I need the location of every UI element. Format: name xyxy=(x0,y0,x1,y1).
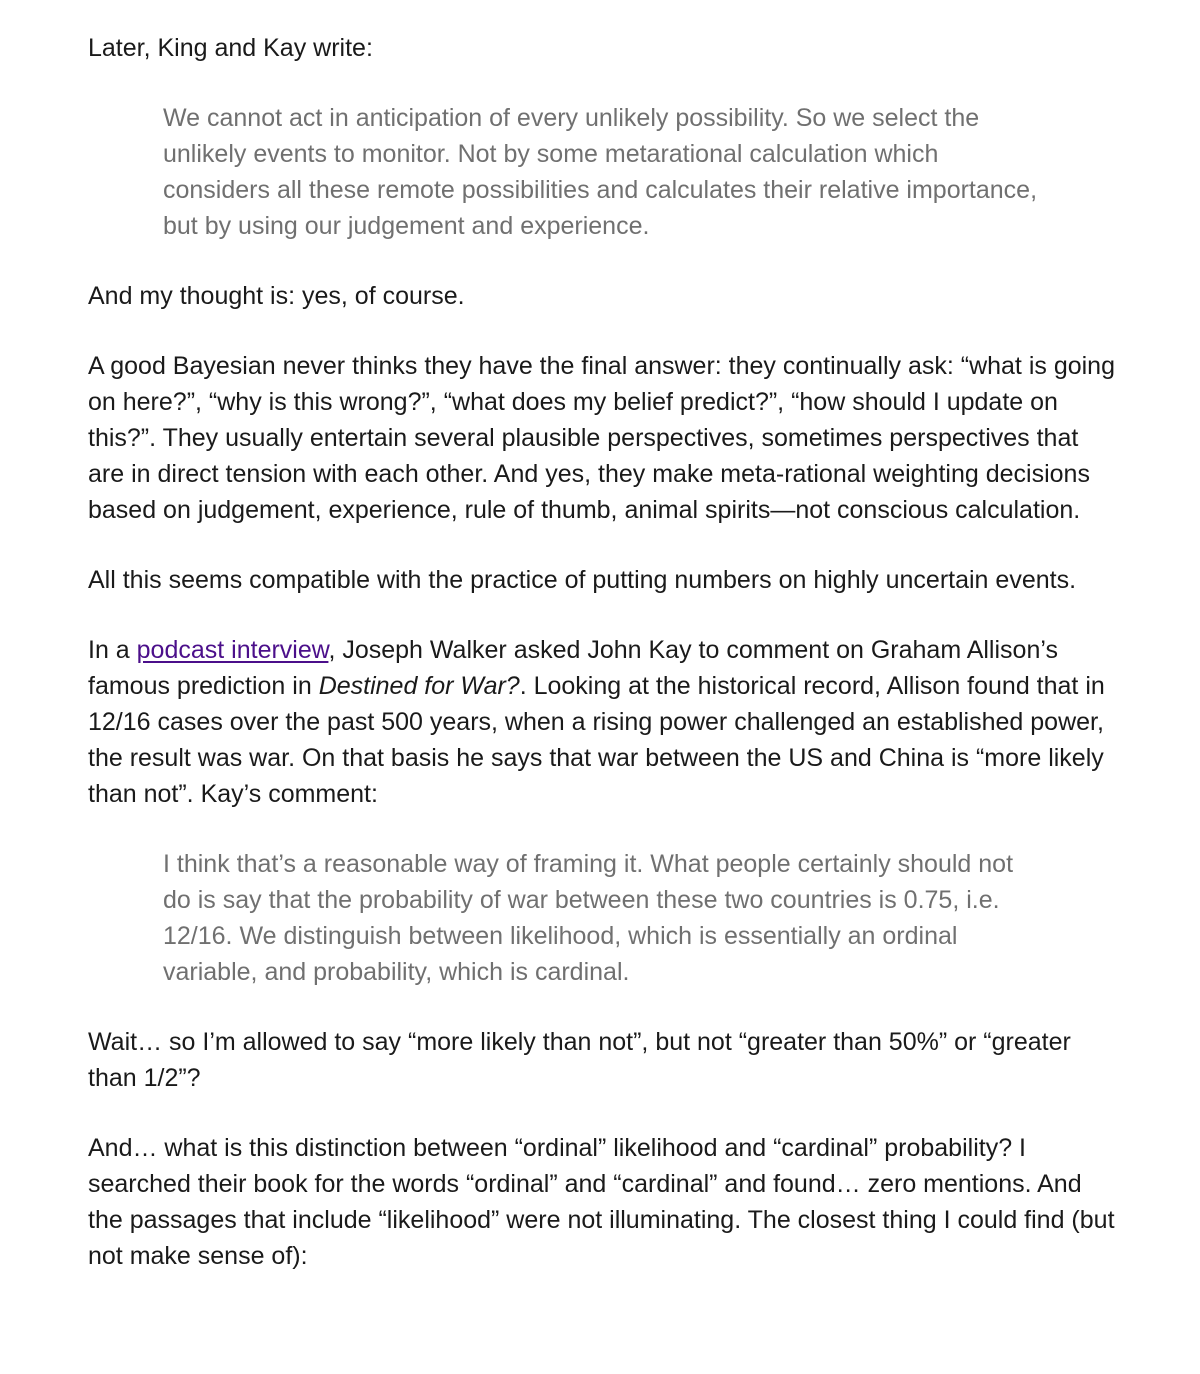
paragraph-thought: And my thought is: yes, of course. xyxy=(88,282,465,310)
book-title: Destined for War? xyxy=(318,672,520,700)
podcast-text-before-link: In a xyxy=(88,636,137,664)
blockquote-metarational xyxy=(88,100,1043,244)
paragraph-compatible: All this seems compatible with the practice of putting numbers on highly uncertain events. xyxy=(88,566,1077,594)
paragraph-podcast xyxy=(88,632,1120,812)
podcast-interview-link[interactable]: podcast interview xyxy=(136,636,329,664)
blockquote-text: I think that’s a reasonable way of framing it. What people certainly should not do is say that the probability of war between these two countries is 0.75, i.e. 12/16. We distinguish between likelihood, which is essentially an ordinal variable, and probability, which is cardinal. xyxy=(163,850,1014,986)
paragraph-intro: Later, King and Kay write: xyxy=(88,34,373,62)
paragraph-ordinal-cardinal: And… what is this distinction between “ordinal” likelihood and “cardinal” probability? I searched their book for the words “ordinal” and “cardinal” and found… zero mentions. And the passages that include “likelihood” were not illuminating. The closest thing I could find (but not make sense of): xyxy=(88,1134,1115,1270)
paragraph-bayesian: A good Bayesian never thinks they have the final answer: they continually ask: “what is going on here?”, “why is this wrong?”, “what does my belief predict?”, “how should I update on this?”. They usually entertain several plausible perspectives, sometimes perspectives that are in direct tension with each other. And yes, they make meta-rational weighting decisions based on judgement, experience, rule of thumb, animal spirits—not conscious calculation. xyxy=(88,352,1115,524)
podcast-text-after-title: . Looking at the historical record, Allison found that in 12/16 cases over the past 500 years, when a rising power challenged an established power, the result was war. On that basis he says that war between the US and China is “more likely than not”. Kay’s comment: xyxy=(88,672,1105,808)
podcast-text-after-link: , Joseph Walker asked John Kay to comment on Graham Allison’s famous prediction in xyxy=(88,636,1058,700)
blockquote-text: We cannot act in anticipation of every unlikely possibility. So we select the unlikely events to monitor. Not by some metarational calculation which considers all these remote possibilities and calculates their relative importance, but by using our judgement and experience. xyxy=(163,104,1038,240)
blockquote-kay-comment xyxy=(88,846,1043,990)
paragraph-wait: Wait… so I’m allowed to say “more likely than not”, but not “greater than 50%” or “greater than 1/2”? xyxy=(88,1028,1071,1092)
article-body xyxy=(88,30,1120,1308)
